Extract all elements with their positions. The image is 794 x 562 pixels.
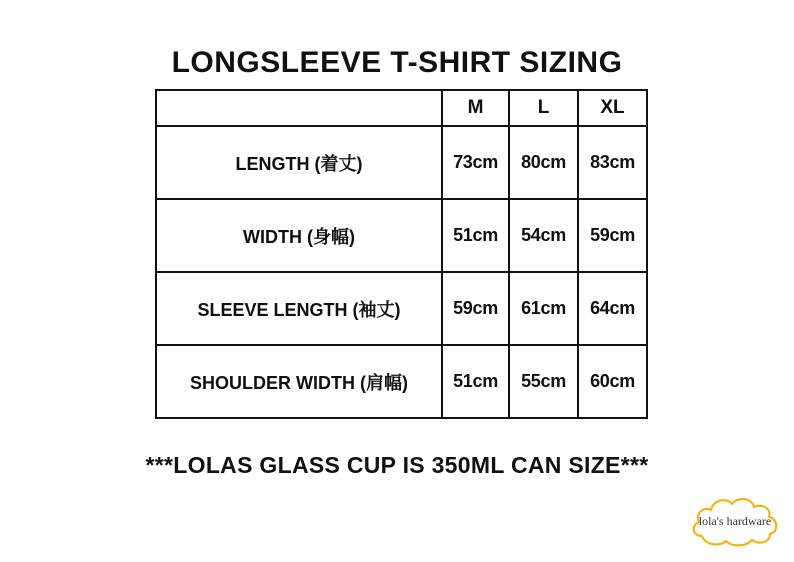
width-xl-cell: 59cm [578,199,647,272]
table-row-length [156,126,647,199]
brand-logo [688,492,782,552]
sleeve-length-l-cell: 61cm [509,272,578,345]
length-m-cell: 73cm [442,126,509,199]
corner-cell [156,90,442,126]
shoulder-width-xl-cell: 60cm [578,345,647,418]
shoulder-width-m-cell: 51cm [442,345,509,418]
size-chart-table [155,89,648,419]
width-l-cell: 54cm [509,199,578,272]
page-title: LONGSLEEVE T-SHIRT SIZING [171,46,623,79]
row-label-length: LENGTH (着丈) [156,126,442,199]
length-xl-cell: 83cm [578,126,647,199]
shoulder-width-l-cell: 55cm [509,345,578,418]
length-l-cell: 80cm [509,126,578,199]
row-label-width: WIDTH (身幅) [156,199,442,272]
row-label-shoulder-width: SHOULDER WIDTH (肩幅) [156,345,442,418]
sleeve-length-xl-cell: 64cm [578,272,647,345]
logo-text: lola's hardware [698,514,772,528]
sleeve-length-m-cell: 59cm [442,272,509,345]
table-header-row [156,90,647,126]
column-header-m: M [442,90,509,126]
column-header-xl: XL [578,90,647,126]
width-m-cell: 51cm [442,199,509,272]
column-header-l: L [509,90,578,126]
glass-cup-note: ***LOLAS GLASS CUP IS 350ML CAN SIZE*** [145,452,649,478]
table-row-shoulder-width [156,345,647,418]
row-label-sleeve-length: SLEEVE LENGTH (袖丈) [156,272,442,345]
table-row-sleeve-length [156,272,647,345]
table-row-width [156,199,647,272]
